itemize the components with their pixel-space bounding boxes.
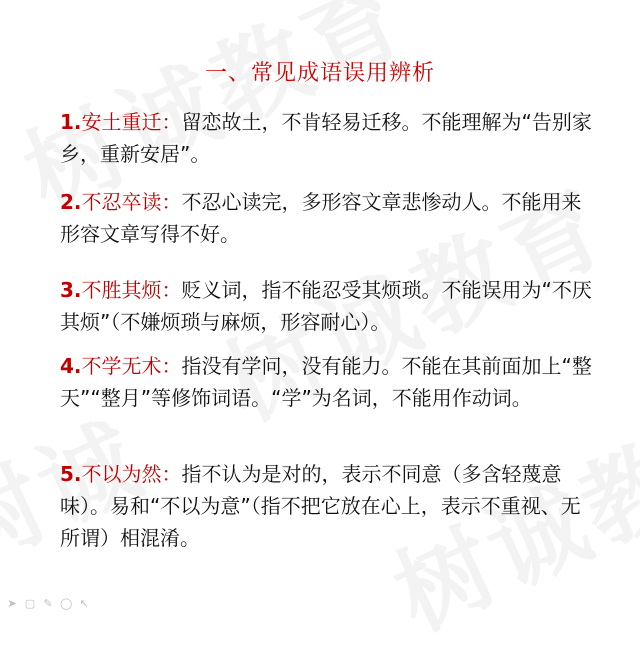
idiom-explanation: 指不认为是对的，表示不同意（多含轻蔑意味）。易和“不以为意”（指不把它放在心上，表示不重视、无所谓）相混淆。 bbox=[60, 462, 581, 550]
idiom-explanation: 贬义词，指不能忍受其烦琐。不能误用为“不厌其烦”（不嫌烦琐与麻烦，形容耐心）。 bbox=[60, 278, 592, 334]
entry-number: 2. bbox=[60, 190, 82, 214]
slides-icon[interactable]: ▢ bbox=[24, 597, 36, 610]
idiom-name: 不胜其烦： bbox=[81, 278, 182, 302]
entry-number: 1. bbox=[60, 110, 82, 134]
idiom-explanation: 留恋故土，不肯轻易迁移。不能理解为“告别家乡，重新安居”。 bbox=[60, 110, 592, 166]
pen-icon[interactable]: ✎ bbox=[43, 597, 53, 610]
entry-number: 4. bbox=[60, 354, 82, 378]
entry-number: 5. bbox=[60, 462, 82, 486]
idiom-name: 不忍卒读： bbox=[81, 190, 182, 214]
idiom-entry bbox=[60, 186, 600, 250]
idiom-term bbox=[60, 354, 182, 378]
idiom-term bbox=[60, 190, 182, 214]
idiom-term bbox=[60, 462, 182, 486]
idiom-term bbox=[60, 110, 182, 134]
idiom-name: 安土重迁： bbox=[81, 110, 182, 134]
cursor-icon[interactable]: ↖ bbox=[79, 597, 89, 610]
idiom-name: 不学无术： bbox=[81, 354, 182, 378]
idiom-name: 不以为然： bbox=[81, 462, 182, 486]
entry-number: 3. bbox=[60, 278, 82, 302]
eraser-icon[interactable]: ◯ bbox=[60, 597, 73, 610]
idiom-explanation: 指没有学问，没有能力。不能在其前面加上“整天”“整月”等修饰词语。“学”为名词，不能用作动词。 bbox=[60, 354, 592, 410]
page-title: 一、常见成语误用辨析 bbox=[204, 61, 435, 86]
idiom-entry bbox=[60, 350, 600, 414]
idiom-entry bbox=[60, 106, 600, 170]
idiom-explanation: 不忍心读完，多形容文章悲惨动人。不能用来形容文章写得不好。 bbox=[60, 190, 582, 246]
idiom-entry bbox=[60, 458, 600, 554]
idiom-entry bbox=[60, 274, 600, 338]
pointer-arrow-icon[interactable]: ➤ bbox=[7, 597, 17, 610]
idiom-term bbox=[60, 278, 182, 302]
slideshow-toolbar bbox=[6, 598, 90, 610]
